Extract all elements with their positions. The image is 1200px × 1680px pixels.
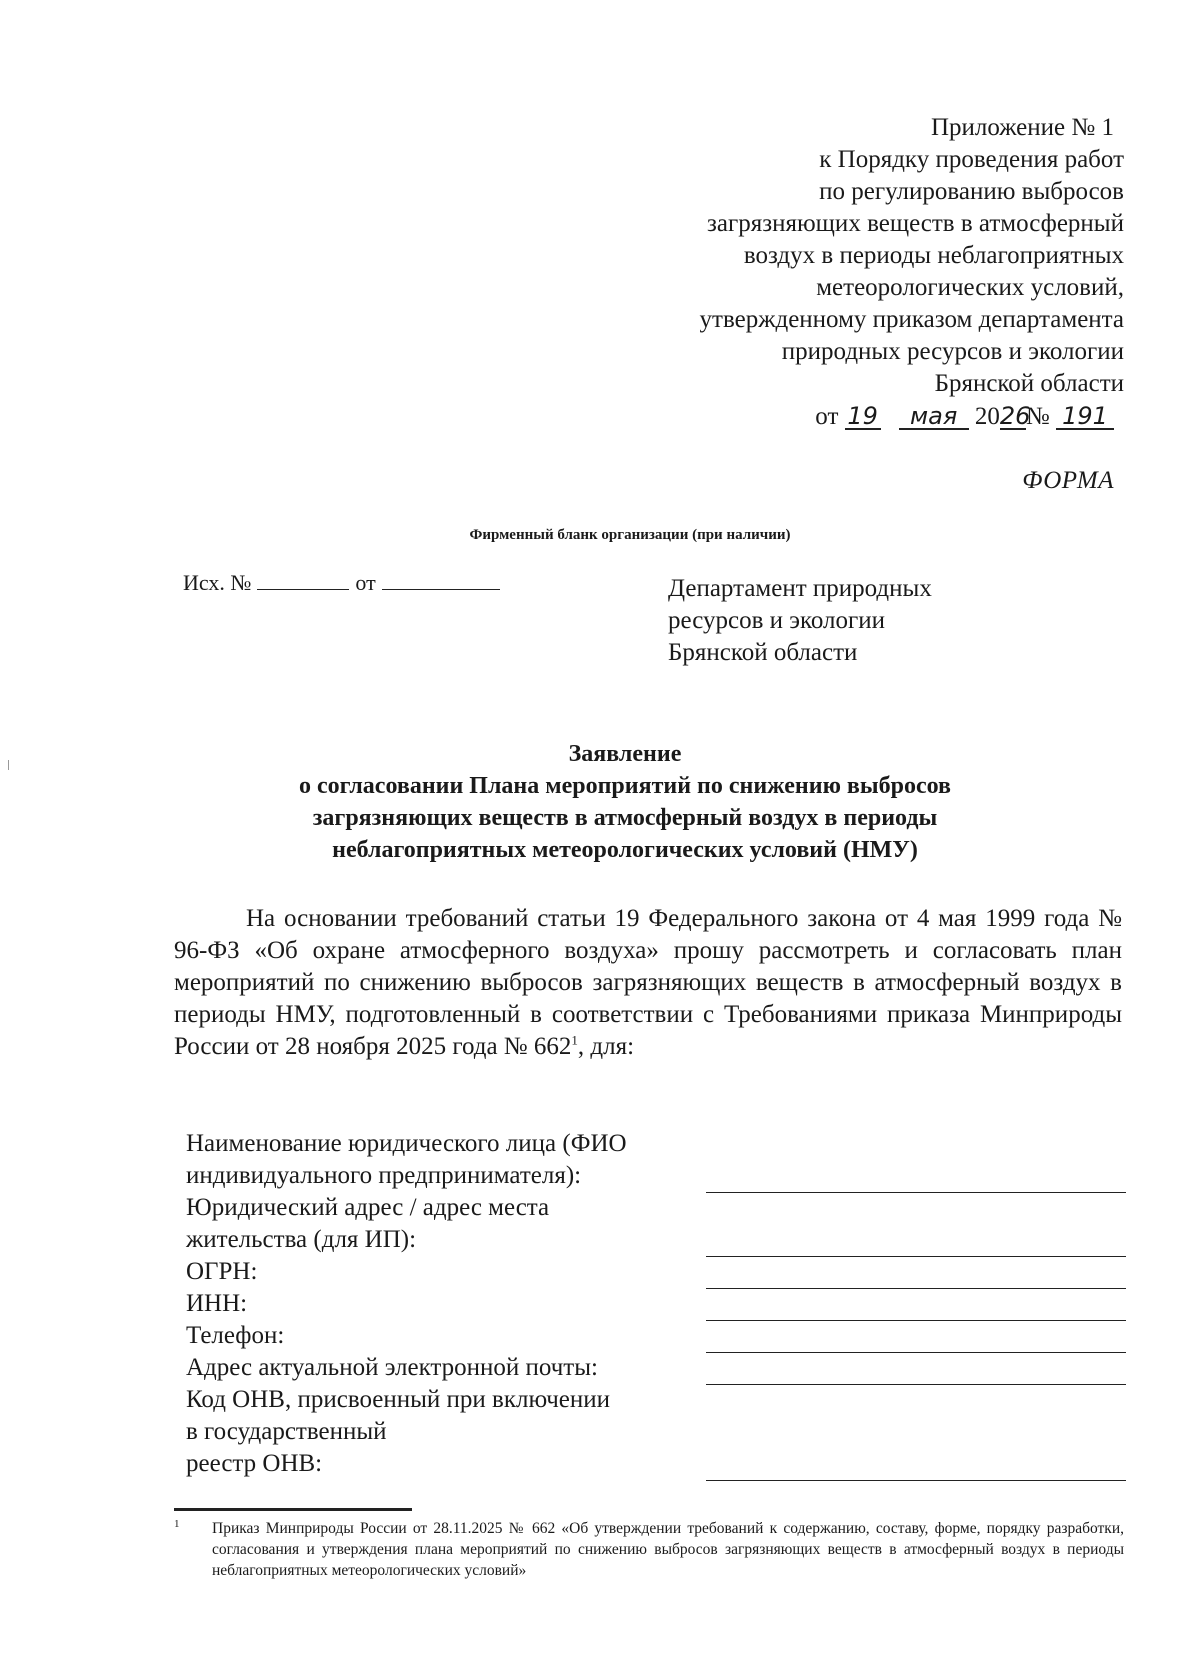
number-label: № xyxy=(1025,403,1050,430)
date-year-prefix: 20 xyxy=(974,403,1000,430)
field-blank-email xyxy=(706,1384,1126,1385)
handwritten-year: 26 xyxy=(999,402,1031,430)
field-blank-ogrn xyxy=(706,1288,1126,1289)
field-blank-phone xyxy=(706,1352,1126,1353)
outgoing-number-blank xyxy=(257,588,349,590)
field-blank-address xyxy=(706,1256,1126,1257)
body-paragraph xyxy=(174,903,1122,1063)
field-blank-legal-name xyxy=(706,1192,1126,1193)
field-label-onv-code xyxy=(186,1384,706,1480)
field-blank-onv-code xyxy=(706,1480,1126,1481)
appendix-line: Приложение № 1 xyxy=(930,114,1114,141)
field-label-line: в государственный xyxy=(186,1418,387,1445)
appendix-line: природных ресурсов и экологии xyxy=(781,338,1124,365)
footnote-reference: 1 xyxy=(571,1032,578,1048)
outgoing-number-label: Исх. № xyxy=(183,570,252,595)
field-label-ogrn xyxy=(186,1256,706,1288)
addressee-line: Департамент природных xyxy=(668,575,932,602)
field-label-line: Наименование юридического лица (ФИО xyxy=(186,1130,627,1157)
appendix-line: по регулированию выбросов xyxy=(819,178,1124,205)
outgoing-reference xyxy=(183,570,500,596)
field-label-line: Адрес актуальной электронной почты: xyxy=(186,1354,598,1381)
form-label: ФОРМА xyxy=(1022,467,1114,494)
date-prefix: от xyxy=(815,403,839,430)
footnote-text: Приказ Минприроды России от 28.11.2025 № 662 «Об утверждении требований к содержанию, составу, форме, порядку разработки, согласования и утверждения плана мероприятий по снижению выбросов загрязняющих веществ в атмосферный воздух в периоды неблагоприятных метеорологических условий» xyxy=(212,1520,1124,1579)
appendix-line: Брянской области xyxy=(934,370,1124,397)
addressee-line: Брянской области xyxy=(668,639,858,666)
field-label-address xyxy=(186,1192,706,1256)
appendix-line: воздух в периоды неблагоприятных xyxy=(743,242,1124,269)
field-label-email xyxy=(186,1352,706,1384)
appendix-line: к Порядку проведения работ xyxy=(819,146,1124,173)
addressee-line: ресурсов и экологии xyxy=(668,607,886,634)
handwritten-month: мая xyxy=(899,404,969,430)
title-line: неблагоприятных метеорологических условий (НМУ) xyxy=(332,837,918,863)
appendix-line: утвержденному приказом департамента xyxy=(699,306,1124,333)
title-line: Заявление xyxy=(568,741,682,767)
field-label-inn xyxy=(186,1288,706,1320)
document-title xyxy=(0,738,1200,866)
addressee-block xyxy=(668,573,932,669)
handwritten-day: 19 xyxy=(845,404,881,430)
field-label-line: индивидуального предпринимателя): xyxy=(186,1162,582,1189)
appendix-line: метеорологических условий, xyxy=(816,274,1124,301)
field-label-line: жительства (для ИП): xyxy=(186,1226,417,1253)
title-line: о согласовании Плана мероприятий по снижению выбросов xyxy=(299,773,951,799)
footnote-separator xyxy=(174,1508,412,1511)
field-label-line: Код ОНВ, присвоенный при включении xyxy=(186,1386,610,1413)
field-label-line: реестр ОНВ: xyxy=(186,1450,323,1477)
field-label-line: ОГРН: xyxy=(186,1258,258,1285)
field-label-phone xyxy=(186,1320,706,1352)
appendix-header xyxy=(564,112,1124,433)
footnote xyxy=(174,1518,1124,1581)
appendix-line: загрязняющих веществ в атмосферный xyxy=(707,210,1124,237)
letterhead-caption: Фирменный бланк организации (при наличии) xyxy=(469,527,791,543)
field-label-legal-name xyxy=(186,1128,706,1192)
body-text: На основании требований статьи 19 Федерального закона от 4 мая 1999 года № 96-ФЗ «Об охране атмосферного воздуха» прошу рассмотреть и согласовать план мероприятий по снижению выбросов загрязняющих веществ в атмосферный воздух в периоды НМУ, подготовленный в соответствии с Требованиями приказа Минприроды России от 28 ноября 2025 года № 662 xyxy=(174,905,1122,1060)
field-label-line: Юридический адрес / адрес места xyxy=(186,1194,550,1221)
field-blank-inn xyxy=(706,1320,1126,1321)
field-label-line: Телефон: xyxy=(186,1322,285,1349)
outgoing-date-label: от xyxy=(355,570,376,595)
body-tail: , для: xyxy=(577,1033,635,1060)
title-line: загрязняющих веществ в атмосферный воздух в периоды xyxy=(312,805,938,831)
handwritten-number: 191 xyxy=(1056,404,1114,430)
footnote-mark: 1 xyxy=(174,1518,180,1530)
outgoing-date-blank xyxy=(382,588,500,590)
field-label-line: ИНН: xyxy=(186,1290,248,1317)
appendix-date-line xyxy=(564,401,1124,433)
